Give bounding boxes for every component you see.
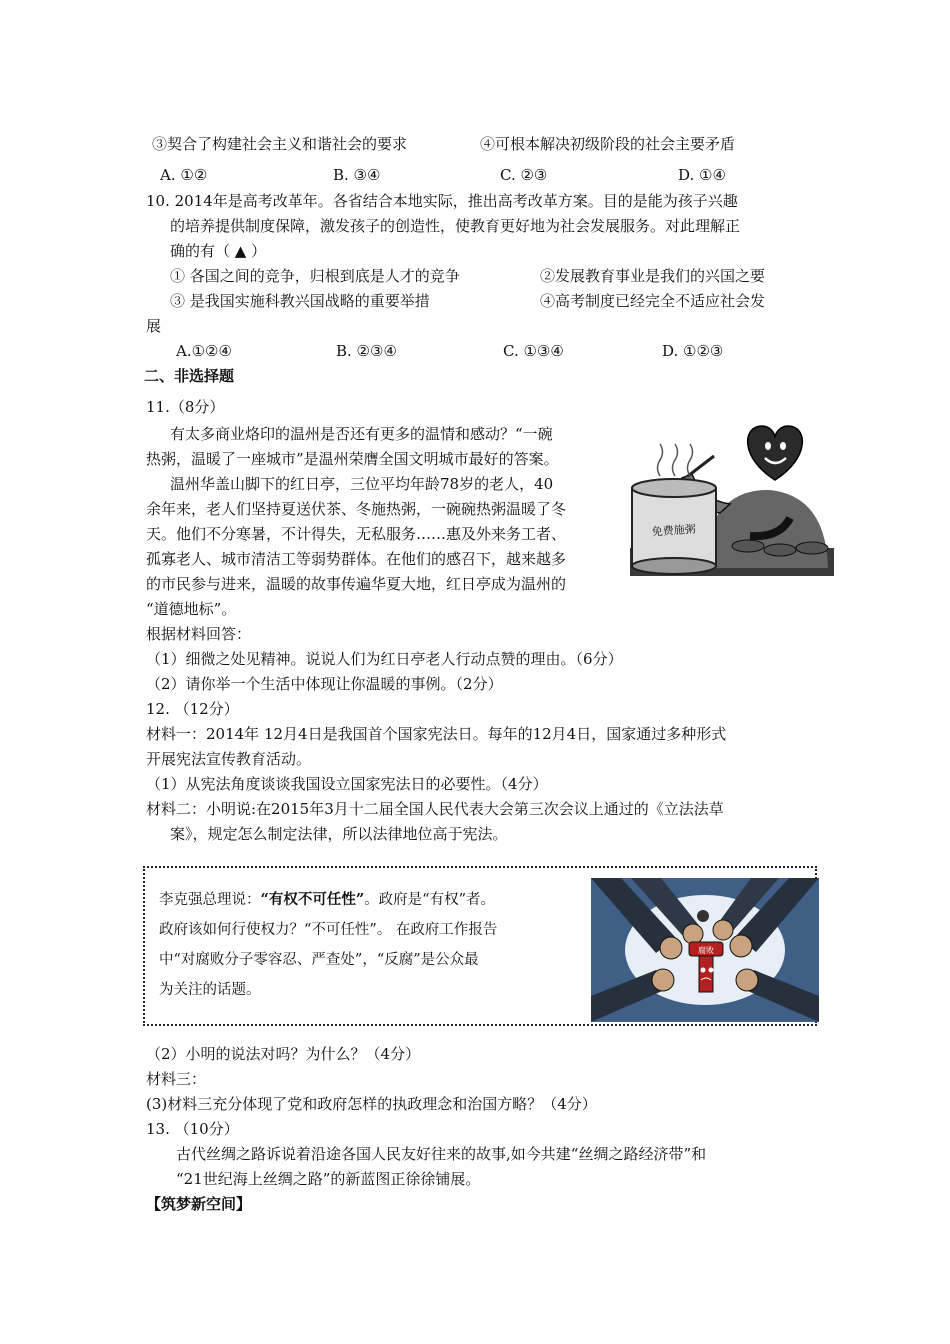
q10-choice-a: A.①②④ [176, 342, 232, 360]
q12-heading: 12. （12分） [146, 700, 239, 718]
q10-choices [176, 341, 723, 361]
q12-material-3: 材料三： [146, 1070, 207, 1088]
q12-material-2-cont: 案》，规定怎么制定法律，所以法律地位高于宪法。 [170, 825, 508, 843]
q9-choice-a: A. ①② [160, 166, 208, 184]
q12-subquestion-3: (3)材料三充分体现了党和政府怎样的执政理念和治国方略？（4分） [146, 1095, 597, 1113]
cartoon-label: 腐败 [698, 946, 714, 955]
q9-choice-b: B. ③④ [333, 166, 381, 184]
q9-choices [160, 165, 726, 185]
q13-paragraph-line: “21世纪海上丝绸之路”的新蓝图正徐徐铺展。 [176, 1170, 481, 1188]
q9-option-4: ④可根本解决初级阶段的社会主要矛盾 [480, 135, 736, 153]
q9-option-3: ③契合了构建社会主义和谐社会的要求 [152, 135, 408, 153]
q10-option-3: ③ 是我国实施科教兴国战略的重要举措 [170, 292, 430, 310]
q10-option-4: ④高考制度已经完全不适应社会发 [540, 292, 766, 310]
anti-corruption-cartoon-image [591, 878, 819, 1022]
q11-heading: 11.（8分） [146, 398, 225, 416]
q11-paragraph-line: 余年来，老人们坚持夏送伏茶、冬施热粥，一碗碗热粥温暖了冬 [146, 500, 567, 518]
porridge-cartoon-image [630, 418, 834, 576]
q10-option-2: ②发展教育事业是我们的兴国之要 [540, 267, 766, 285]
q11-paragraph-line: 有太多商业烙印的温州是否还有更多的温情和感动？“一碗 [170, 425, 553, 443]
q11-paragraph-line: 的市民参与进来，温暖的故事传遍华夏大地，红日亭成为温州的 [146, 575, 567, 593]
material-three-box [143, 866, 817, 1026]
q10-stem-3: 确的有（ ▲ ） [170, 242, 267, 260]
q11-paragraph-line: 孤寡老人、城市清洁工等弱势群体。在他们的感召下，越来越多 [146, 550, 567, 568]
q10-choice-b: B. ②③④ [336, 342, 397, 360]
q11-paragraph-line: 热粥，温暖了一座城市”是温州荣膺全国文明城市最好的答案。 [146, 450, 559, 468]
q13-heading: 13. （10分） [146, 1120, 239, 1138]
q9-choice-c: C. ②③ [500, 166, 548, 184]
q13-paragraph-line: 古代丝绸之路诉说着沿途各国人民友好往来的故事,如今共建“丝绸之路经济带”和 [176, 1145, 707, 1163]
q11-paragraph-line: 温州华盖山脚下的红日亭，三位平均年龄78岁的老人，40 [170, 475, 554, 493]
q10-stem-2: 的培养提供制度保障，激发孩子的创造性，使教育更好地为社会发展服务。对此理解正 [170, 217, 741, 235]
box-line-4: 为关注的话题。 [159, 982, 261, 998]
q12-material-2: 材料二：小明说:在2015年3月十二届全国人民代表大会第三次会议上通过的《立法法草 [146, 800, 724, 818]
q12-subquestion-1: （1）从宪法角度谈谈我国设立国家宪法日的必要性。（4分） [146, 775, 548, 793]
q10-stem-1: 10. 2014年是高考改革年。各省结合本地实际，推出高考改革方案。目的是能为孩子兴趣 [146, 192, 738, 210]
q12-subquestion-2: （2）小明的说法对吗？为什么？（4分） [146, 1045, 421, 1063]
q11-prompt: 根据材料回答： [146, 625, 252, 643]
section-heading: 二、非选择题 [144, 367, 235, 385]
q11-paragraph-line: “道德地标”。 [146, 600, 237, 618]
pot-label: 免费施粥 [651, 522, 697, 539]
q11-paragraph-line: 天。他们不分寒暑，不计得失，无私服务……惠及外来务工者、 [146, 525, 567, 543]
box-line-3: 中“对腐败分子零容忍、严查处”，“反腐”是公众最 [159, 952, 479, 968]
box-line-1: 李克强总理说：“有权不可任性”。政府是“有权”者。 [159, 891, 496, 908]
q10-choice-c: C. ①③④ [503, 342, 564, 360]
q12-material-1-cont: 开展宪法宣传教育活动。 [146, 750, 312, 768]
q12-material-1: 材料一：2014年 12月4日是我国首个国家宪法日。每年的12月4日，国家通过多种形式 [146, 725, 727, 743]
box-quote-emphasis: “有权不可任性” [260, 891, 365, 908]
q11-subquestion-2: （2）请你举一个生活中体现让你温暖的事例。（2分） [146, 675, 503, 693]
q10-choice-d: D. ①②③ [662, 342, 724, 360]
q11-subquestion-1: （1）细微之处见精神。说说人们为红日亭老人行动点赞的理由。（6分） [146, 650, 623, 668]
box-line-2: 政府该如何行使权力？“不可任性”。 在政府工作报告 [159, 922, 498, 938]
q10-option-1: ① 各国之间的竞争，归根到底是人才的竞争 [170, 267, 460, 285]
q9-choice-d: D. ①④ [678, 166, 726, 184]
q10-option-4-cont: 展 [146, 317, 162, 335]
q13-section-heading: 【筑梦新空间】 [146, 1195, 252, 1213]
